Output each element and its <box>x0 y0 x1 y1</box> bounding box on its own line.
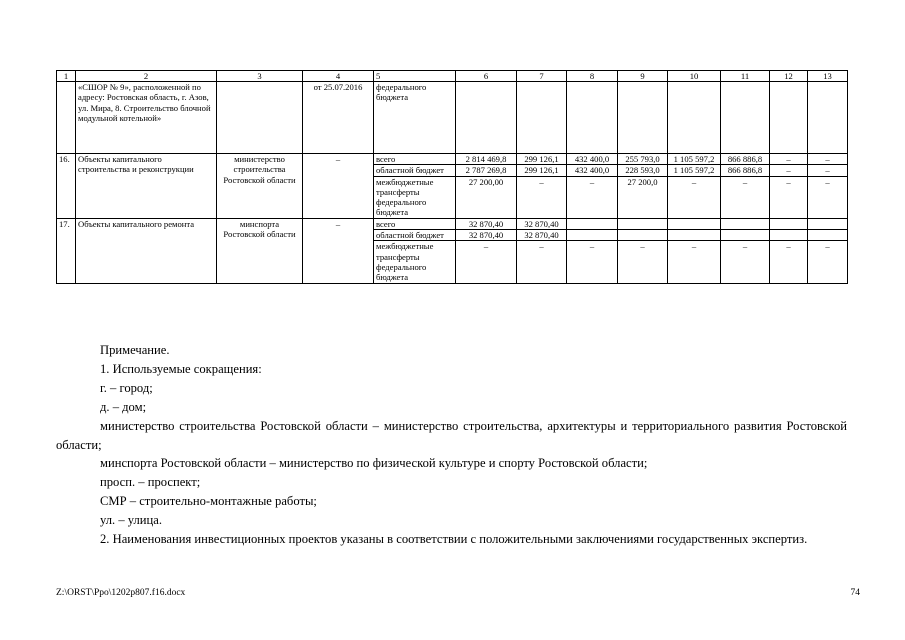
col-header: 5 <box>374 71 456 82</box>
funding-source: федерального бюджета <box>374 82 456 154</box>
abbreviation-minstroy: министерство строительства Ростовской области – министерство строительства, архитектуры и территориального развития Ростовской области; <box>56 418 847 452</box>
value-cell: – <box>517 176 567 218</box>
value-cell <box>770 82 808 154</box>
object-name: Объекты капитального строительства и реконструкции <box>76 154 217 219</box>
value-cell: – <box>808 165 848 176</box>
value-cell: – <box>721 176 770 218</box>
abbreviation-minsport: минспорта Ростовской области – министерство по физической культуре и спорту Ростовской области; <box>100 456 648 471</box>
value-cell <box>618 230 668 241</box>
col-header: 7 <box>517 71 567 82</box>
value-cell <box>721 230 770 241</box>
value-cell: 866 886,8 <box>721 154 770 165</box>
value-cell: 2 814 469,8 <box>456 154 517 165</box>
value-cell: 1 105 597,2 <box>668 154 721 165</box>
abbreviation-house: д. – дом; <box>100 399 147 414</box>
funding-source: межбюджетные трансферты федерального бюджета <box>374 176 456 218</box>
customer: министерство строительства Ростовской области <box>217 154 303 219</box>
value-cell: – <box>770 176 808 218</box>
value-cell: 32 870,40 <box>456 230 517 241</box>
value-cell <box>618 218 668 229</box>
value-cell <box>567 218 618 229</box>
col-header: 3 <box>217 71 303 82</box>
notes-title: Примечание. <box>100 343 170 357</box>
value-cell <box>721 82 770 154</box>
value-cell: 32 870,40 <box>517 230 567 241</box>
column-number-row <box>57 71 848 82</box>
value-cell: – <box>456 241 517 283</box>
col-header: 13 <box>808 71 848 82</box>
doc-date: от 25.07.2016 <box>303 82 374 154</box>
value-cell <box>721 218 770 229</box>
col-header: 4 <box>303 71 374 82</box>
budget-table <box>56 70 848 284</box>
value-cell: – <box>668 241 721 283</box>
value-cell: – <box>770 154 808 165</box>
funding-source: областной бюджет <box>374 165 456 176</box>
funding-source: межбюджетные трансферты федерального бюджета <box>374 241 456 283</box>
value-cell: – <box>770 241 808 283</box>
value-cell: 27 200,0 <box>618 176 668 218</box>
abbreviation-city: г. – город; <box>100 380 153 395</box>
value-cell: – <box>668 176 721 218</box>
value-cell <box>770 230 808 241</box>
row-number: 16. <box>57 154 76 219</box>
value-cell: 27 200,00 <box>456 176 517 218</box>
table-row <box>57 218 848 229</box>
abbreviation-street: ул. – улица. <box>100 513 163 528</box>
value-cell: 432 400,0 <box>567 165 618 176</box>
value-cell: – <box>808 241 848 283</box>
notes-item-1: 1. Используемые сокращения: <box>100 361 262 376</box>
notes-section <box>56 341 847 549</box>
value-cell <box>668 230 721 241</box>
value-cell <box>668 218 721 229</box>
col-header: 2 <box>76 71 217 82</box>
value-cell <box>567 82 618 154</box>
value-cell: – <box>770 165 808 176</box>
value-cell: 866 886,8 <box>721 165 770 176</box>
value-cell <box>808 218 848 229</box>
funding-source: всего <box>374 218 456 229</box>
value-cell: – <box>808 176 848 218</box>
value-cell: – <box>618 241 668 283</box>
value-cell: 255 793,0 <box>618 154 668 165</box>
col-header: 8 <box>567 71 618 82</box>
customer: минспорта Ростовской области <box>217 218 303 283</box>
col-header: 11 <box>721 71 770 82</box>
col-header: 6 <box>456 71 517 82</box>
value-cell <box>668 82 721 154</box>
page-number: 74 <box>850 588 860 598</box>
value-cell: 432 400,0 <box>567 154 618 165</box>
value-cell: 32 870,40 <box>456 218 517 229</box>
object-name: Объекты капитального ремонта <box>76 218 217 283</box>
file-path: Z:\ORST\Ppo\1202p807.f16.docx <box>56 588 186 598</box>
value-cell: 2 787 269,8 <box>456 165 517 176</box>
object-name: «СШОР № 9», расположенной по адресу: Ростовская область, г. Азов, ул. Мира, 8. Строительство блочной модульной котельной» <box>76 82 217 154</box>
value-cell: 228 593,0 <box>618 165 668 176</box>
col-header: 12 <box>770 71 808 82</box>
funding-source: областной бюджет <box>374 230 456 241</box>
value-cell <box>770 218 808 229</box>
table-row <box>57 154 848 165</box>
value-cell <box>808 230 848 241</box>
col-header: 9 <box>618 71 668 82</box>
doc-date: – <box>303 218 374 283</box>
value-cell: 299 126,1 <box>517 165 567 176</box>
value-cell: – <box>808 154 848 165</box>
value-cell: – <box>567 241 618 283</box>
value-cell: – <box>567 176 618 218</box>
value-cell: 1 105 597,2 <box>668 165 721 176</box>
table-row <box>57 82 848 154</box>
value-cell <box>517 82 567 154</box>
value-cell: – <box>721 241 770 283</box>
funding-source: всего <box>374 154 456 165</box>
notes-item-2: 2. Наименования инвестиционных проектов указаны в соответствии с положительными заключениями государственных экспертиз. <box>100 532 808 547</box>
value-cell: – <box>517 241 567 283</box>
abbreviation-smr: СМР – строительно-монтажные работы; <box>100 494 317 509</box>
col-header: 10 <box>668 71 721 82</box>
value-cell <box>567 230 618 241</box>
value-cell <box>618 82 668 154</box>
row-number: 17. <box>57 218 76 283</box>
row-number <box>57 82 76 154</box>
value-cell: 299 126,1 <box>517 154 567 165</box>
value-cell <box>808 82 848 154</box>
abbreviation-prospect: просп. – проспект; <box>100 475 201 490</box>
value-cell <box>456 82 517 154</box>
customer-cell <box>217 82 303 154</box>
col-header: 1 <box>57 71 76 82</box>
value-cell: 32 870,40 <box>517 218 567 229</box>
doc-date: – <box>303 154 374 219</box>
